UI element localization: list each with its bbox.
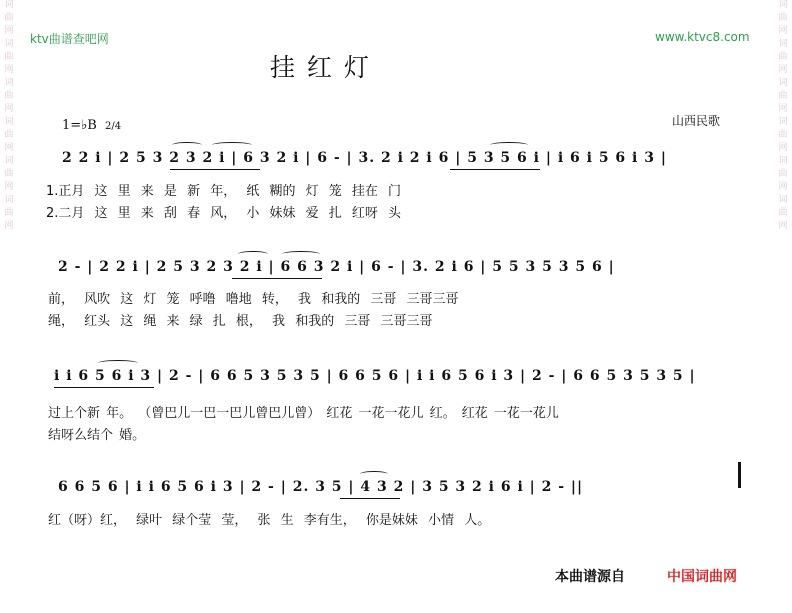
side-watermark-char: 曲 [778, 91, 788, 101]
lyric-line-3b: 结呀么结个 婚。 [48, 428, 146, 443]
final-barline [738, 462, 741, 488]
side-watermark-char: 词 [778, 117, 788, 127]
genre-label: 山西民歌 [672, 114, 721, 128]
side-watermark-char: 词 [4, 78, 14, 88]
side-watermark-char: 曲 [4, 169, 14, 179]
slur [172, 142, 202, 148]
left-watermark-column [2, 0, 16, 613]
lyric-line-2b: 绳， 红头 这 绳 来 绿 扎 根， 我 和我的 三哥 三哥三哥 [48, 314, 433, 329]
side-watermark-char: 网 [778, 143, 788, 153]
side-watermark-char: 网 [4, 221, 14, 231]
side-watermark-char: 曲 [4, 130, 14, 140]
side-watermark-char: 网 [4, 182, 14, 192]
side-watermark-char: 词 [778, 39, 788, 49]
left-site-watermark: ktv曲谱查吧网 [30, 32, 109, 46]
side-watermark-char: 曲 [4, 208, 14, 218]
side-watermark-char: 词 [778, 156, 788, 166]
slur [98, 360, 138, 366]
side-watermark-char: 词 [4, 117, 14, 127]
key-signature [62, 118, 121, 133]
side-watermark-char: 曲 [778, 13, 788, 23]
side-watermark-char: 曲 [4, 52, 14, 62]
notation-line-1: 2 2 i | 2 5 3 2 3 2 i | 6 3 2 i | 6 - | 3. 2 i 2 i 6 | 5 3 5 6 i | i 6 i 5 6 i 3 | [62, 150, 667, 166]
source-site: 中国词曲网 [667, 569, 737, 585]
slur [238, 251, 268, 257]
slur [282, 251, 320, 257]
side-watermark-char: 网 [778, 104, 788, 114]
key-label: 1=♭B [62, 118, 97, 133]
right-watermark-column [776, 0, 790, 613]
notation-line-4: 6 6 5 6 | i i 6 5 6 i 3 | 2 - | 2. 3 5 | 4 3 2 | 3 5 3 2 i 6 i | 2 - || [58, 479, 584, 495]
time-signature: 2/4 [105, 121, 122, 132]
side-watermark-char: 曲 [4, 13, 14, 23]
rhythm-underline [170, 169, 260, 170]
side-watermark-char: 网 [778, 221, 788, 231]
notation-line-3: i i 6 5 6 i 3 | 2 - | 6 6 5 3 5 3 5 | 6 6 5 6 | i i 6 5 6 i 3 | 2 - | 6 6 5 3 5 3 5 | [54, 368, 696, 384]
lyric-line-4: 红（呀）红， 绿叶 绿个莹 莹， 张 生 李有生， 你是妹妹 小情 人。 [48, 513, 491, 528]
side-watermark-char: 词 [778, 78, 788, 88]
side-watermark-char: 词 [4, 195, 14, 205]
lyric-line-1a: 1.正月 这 里 来 是 新 年， 纸 糊的 灯 笼 挂在 门 [46, 184, 401, 199]
side-watermark-char: 词 [778, 195, 788, 205]
side-watermark-char: 网 [4, 104, 14, 114]
right-site-watermark: www.ktvc8.com [655, 30, 750, 44]
rhythm-underline [340, 498, 400, 499]
side-watermark-char: 网 [778, 65, 788, 75]
song-title: 挂 红 灯 [270, 53, 371, 82]
lyric-line-3a: 过上个新 年。 （曾巴儿一巴一巴儿曾巴儿曾） 红花 一花一花儿 红。 红花 一花一花儿 [48, 406, 559, 421]
lyric-line-2a: 前， 风吹 这 灯 笼 呼噜 噜地 转， 我 和我的 三哥 三哥三哥 [48, 292, 459, 307]
rhythm-underline [232, 278, 322, 279]
rhythm-underline [54, 387, 154, 388]
side-watermark-char: 词 [4, 0, 14, 10]
side-watermark-char: 词 [778, 0, 788, 10]
slur [490, 142, 528, 148]
side-watermark-char: 曲 [778, 52, 788, 62]
side-watermark-char: 词 [4, 39, 14, 49]
rhythm-underline [450, 169, 540, 170]
side-watermark-char: 曲 [778, 169, 788, 179]
side-watermark-char: 网 [4, 26, 14, 36]
slur [360, 471, 388, 477]
side-watermark-char: 网 [778, 182, 788, 192]
side-watermark-char: 曲 [778, 208, 788, 218]
notation-line-2: 2 - | 2 2 i | 2 5 3 2 3 2 i | 6 6 3 2 i | 6 - | 3. 2 i 6 | 5 5 3 5 3 5 6 | [58, 259, 615, 275]
side-watermark-char: 网 [4, 65, 14, 75]
side-watermark-char: 网 [4, 143, 14, 153]
slur [212, 142, 252, 148]
side-watermark-char: 词 [4, 156, 14, 166]
source-label: 本曲谱源自 [555, 569, 625, 585]
side-watermark-char: 网 [778, 26, 788, 36]
side-watermark-char: 曲 [778, 130, 788, 140]
side-watermark-char: 曲 [4, 91, 14, 101]
lyric-line-1b: 2.二月 这 里 来 刮 春 风， 小 妹妹 爱 扎 红呀 头 [46, 206, 401, 221]
